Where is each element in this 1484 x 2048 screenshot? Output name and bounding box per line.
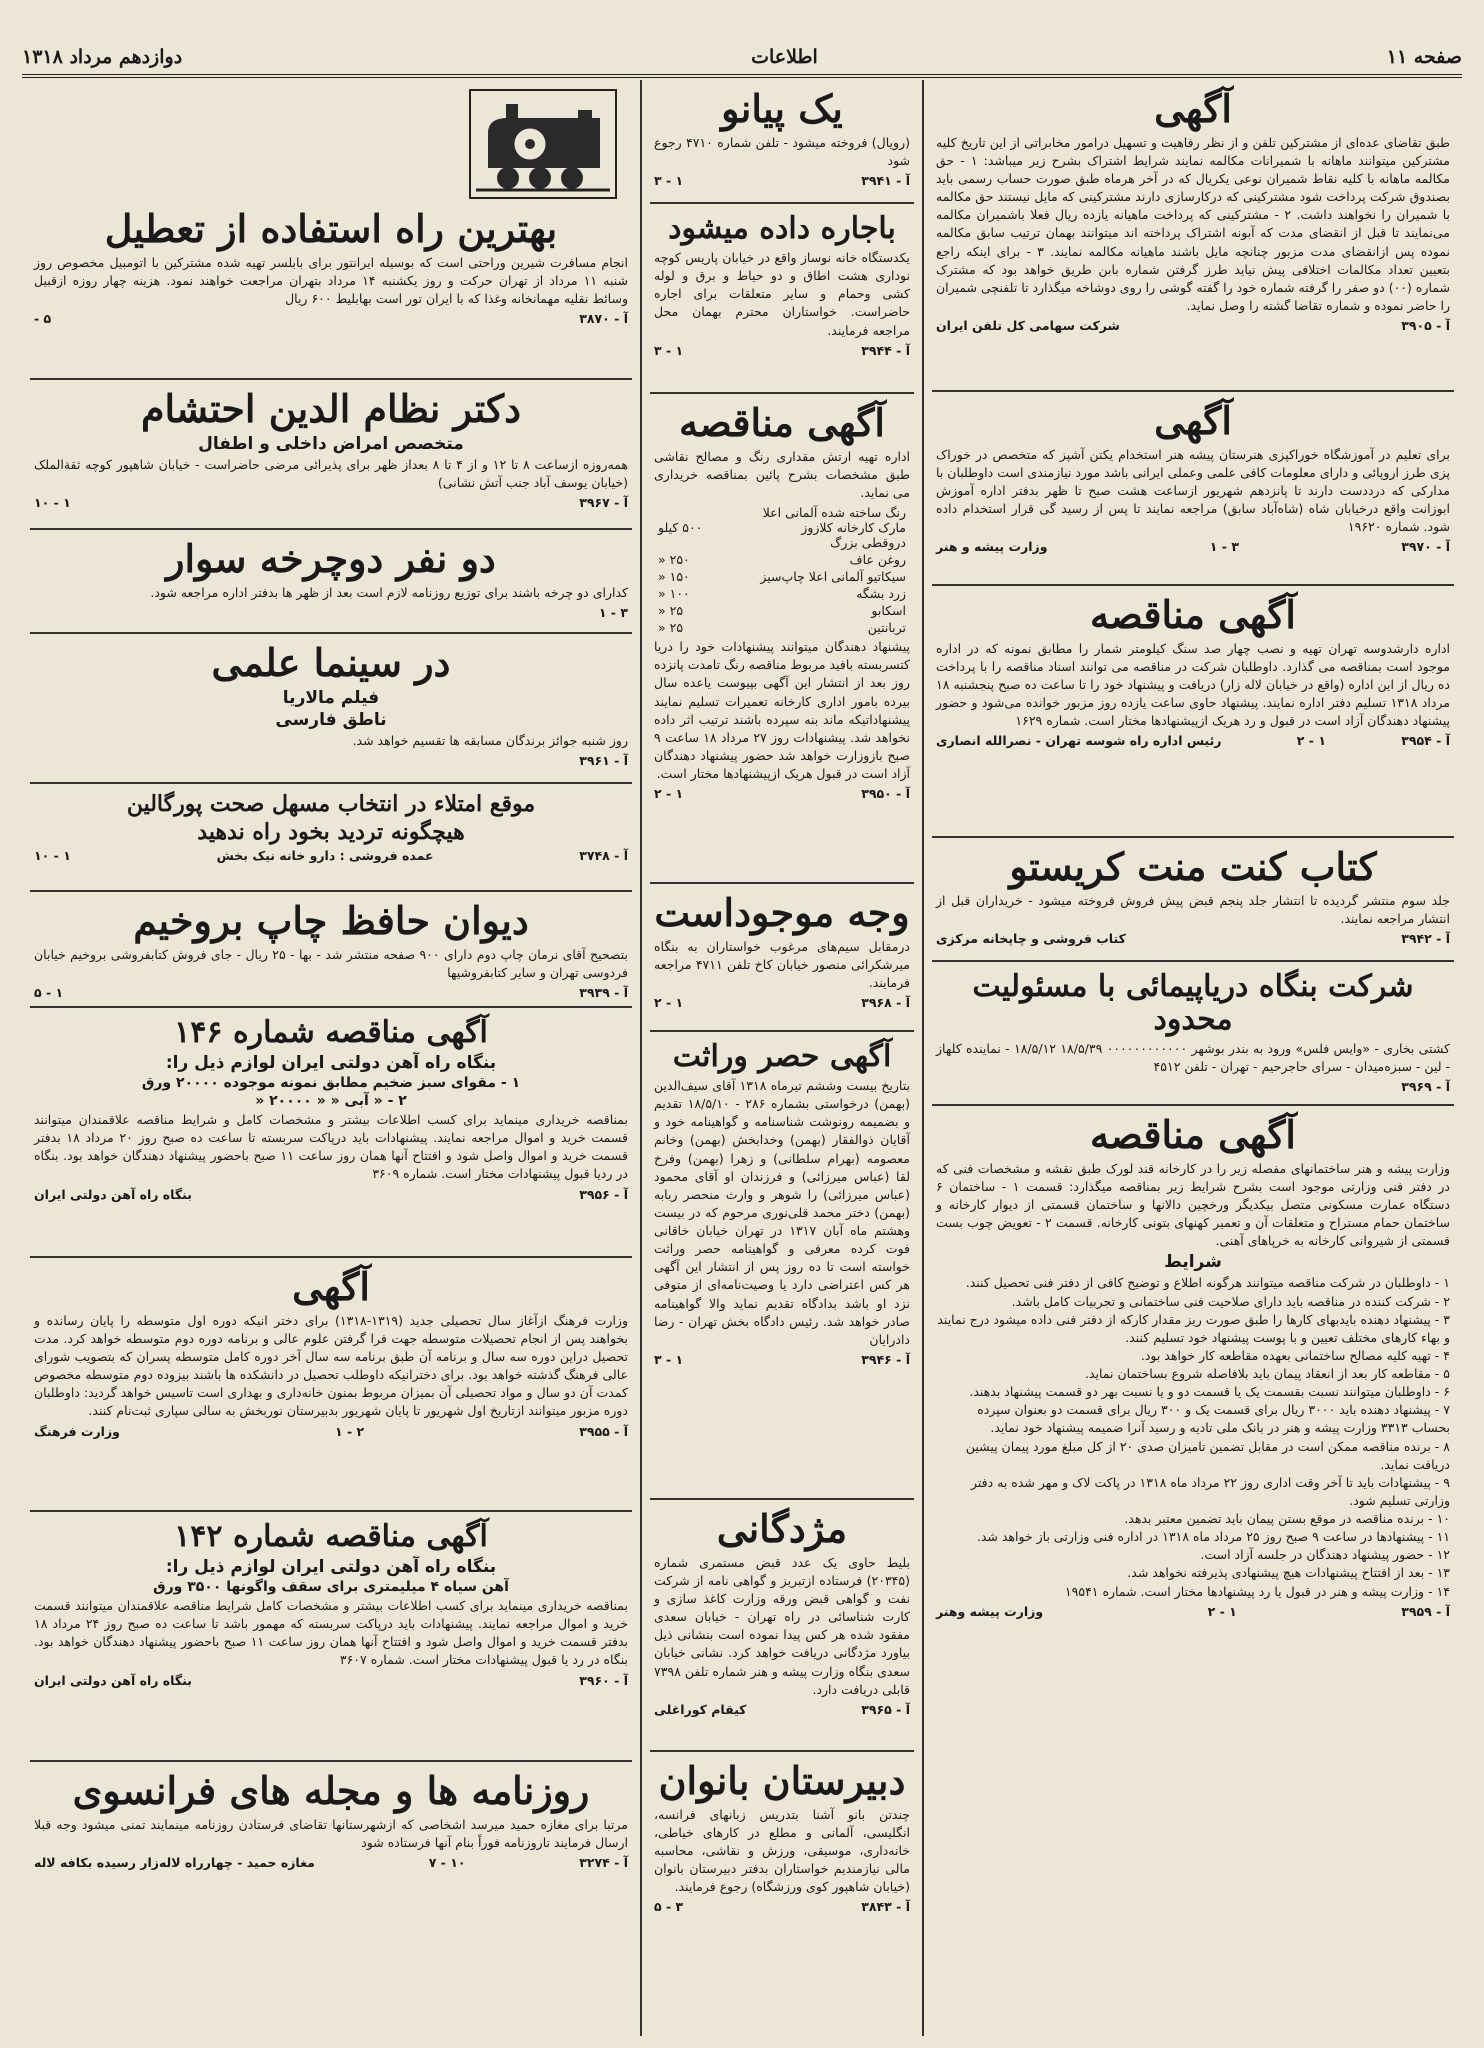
ad-title: دبیرستان بانوان <box>658 1758 906 1803</box>
ad-body: همه‌روزه ازساعت ۸ تا ۱۲ و از ۴ تا ۸ بعداز ظهر برای پذیرائی مرضی حاضراست - خیابان شاهپور کوچه ثقةالملک (خیابان یوسف آباد جنب آتش نشانی) <box>34 456 629 490</box>
ad-subtitle: بنگاه راه آهن دولتی ایران لوازم ذیل را: <box>165 1557 497 1577</box>
ad-footer <box>936 733 1450 748</box>
ad-number: ۱ - ۱۰ <box>34 848 71 864</box>
ad-ref: آ - ۳۸۷۰ <box>579 311 628 327</box>
ad-footer <box>34 753 628 768</box>
ad-ref: آ - ۳۹۶۹ <box>1401 1079 1450 1095</box>
ad-signature: کتاب فروشی و چاپخانه مرکزی <box>936 931 1126 947</box>
paint-items-table <box>654 504 910 636</box>
ad-footer <box>34 985 628 1000</box>
ad-title: دو نفر دوچرخه سوار <box>166 536 496 581</box>
ad-inheritance-notice <box>650 1032 914 1500</box>
ad-ref: آ - ۳۹۶۵ <box>861 1701 910 1717</box>
ad-ref: آ - ۳۹۶۱ <box>579 752 628 768</box>
ad-signature: وزارت پیشه و هنر <box>936 539 1048 555</box>
ad-number: ۱ - ۵ <box>34 985 64 1001</box>
ad-footer <box>34 1424 628 1439</box>
ad-title: موقع امتلاء در انتخاب مسهل صحت پورگالین <box>126 791 536 817</box>
ad-body: اداره دارشدوسه تهران تهیه و نصب چهار صد سنگ کیلومتر شمار را مطابق نمونه که در اداره موجود است بمناقصه می گذارد. داوطلبان شرکت در مناقصه می توانند اسناد مناقصه را با پرداخت ده ریال از این اداره (واقع در خیابان لاله زار) دریافت و پیشنهاد خود را تا ساعت ده صبح پنجشنبه ۱۸ مرداد ۱۳۱۸ تسلیم دفتر اداره نمایند. پیشنهاد حاوی ساعت یازده روز مزبور خوانده می‌شود و حضور پیشنهاد دهندگان آزاد است در قبول و رد هریک ازپیشنهادها مختار است. شماره ۱۶۲۹ <box>936 640 1451 729</box>
ad-subtitle: فیلم مالاریا <box>282 687 380 708</box>
ad-number: ۱ - ۳ <box>654 342 684 358</box>
ad-paint-tender <box>650 394 914 884</box>
condition-item: ۱۲ - حضور پیشنهاد دهندگان در جلسه آزاد است. <box>1200 1547 1450 1563</box>
item-qty: ۲۵ « <box>658 620 684 636</box>
ad-ref: آ - ۳۷۴۸ <box>579 848 628 864</box>
ad-body: اداره تهیه ارتش مقداری رنگ و مصالح نقاشی طبق مشخصات بشرح پائین بمناقصه خریداری می نماید. <box>654 448 910 501</box>
ad-title: دکتر نظام الدین احتشام <box>140 386 522 431</box>
ad-ref: آ - ۳۹۵۹ <box>1401 1603 1450 1619</box>
ad-title: آگهی مناقصه شماره ۱۴۶ <box>174 1015 488 1050</box>
table-row <box>654 551 910 568</box>
condition-item: ۴ - تهیه کلیه مصالح ساختمانی بعهده مقاطعه کار خواهد بود. <box>1140 1347 1450 1363</box>
ad-body: کشتی بخاری - «وایس فلس» ورود به بندر بوشهر ۰۰۰۰۰۰۰۰۰۰۰۰ ۱۸/۵/۳۹ ۱۸/۵/۱۲ - نماینده کلهاز - لین - سبزه‌میدان - سرای حاجرحیم - تهران - تلفن ۴۵۱۲ <box>936 1041 1450 1075</box>
ad-footer <box>34 1673 628 1688</box>
ad-subtitle: متخصص امراض داخلی و اطفال <box>198 433 464 454</box>
ad-body: روز شنبه جوائز برندگان مسابقه ها تقسیم خواهد شد. <box>352 732 628 748</box>
item-name: اسکابو <box>871 603 906 619</box>
ad-ref: آ - ۳۹۴۴ <box>861 342 910 358</box>
condition-item: ۹ - پیشنهادات باید تا آخر وقت اداری روز ۲۲ مرداد ماه ۱۳۱۸ در پاکت لاک و مهر شده به دفتر وزارتی تسلیم شود. <box>970 1474 1450 1508</box>
ad-body: بمناقصه خریداری مینماید برای کسب اطلاعات بیشتر و مشخصات کامل و شرایط مناقصه علاقمندان میتوانند قسمت خرید و اموال مراجعه نمایند. پیشنهادات باید درپاکت سربسته تا ساعت ده صبح روز ۲۰ مرداد ۱۸ بدفتر قسمت خرید و اموال واصل شود و افتتاح آنها همان روز ساعت ۱۱ صبح باحضور پیشنهاد دهندگان خواهد بود. بنگاه در ردیا قبول پیشنهادات مختار است. شماره ۳۶۰۹ <box>34 1112 628 1182</box>
condition-item: ۱۱ - پیشنهادها در ساعت ۹ صبح روز ۲۵ مرداد ماه ۱۳۱۸ در اداره فنی وزارتی باز خواهد شد. <box>976 1529 1450 1545</box>
ad-monte-cristo-book <box>932 838 1454 962</box>
ad-body: بمناقصه خریداری مینماید برای کسب اطلاعات بیشتر و مشخصات کامل شرایط مناقصه علاقمندان میتوانند قسمت خرید و اموال مراجعه نمایند. پیشنهادات باید درپاکت سربسته که مهمور باشد تا ساعت ده صبح روز ۲۴ مرداد ۱۸ بدفتر قسمت خرید و اموال واصل شود و افتتاح آنها همان روز ساعت ۱۱ صبح باحضور پیشنهاد دهندگان خواهد بود. بنگاه در رد یا قبول پیشنهادات مختار است. شماره ۳۶۰۷ <box>34 1598 628 1668</box>
ad-piano <box>650 80 914 204</box>
ad-telephone-notice <box>932 80 1454 392</box>
ad-title: باجاره داده میشود <box>668 211 896 246</box>
ad-body: بتاریخ بیست وششم تیرماه ۱۳۱۸ آقای سیف‌الدین (بهمن) درخواستی بشماره ۲۸۶ - ۱۸/۵/۱۰ تقدیم و بضمیمه رونوشت شناسنامه و گواهینامه خود و آقایان ذوالفقار (بهمن) وخدابخش (بهمن) وخانم معصومه (بهرام سلطانی) و زهرا (بهمن) وفرخ لقا (عباس میرزائی) و فرزندان او آقای محمود (عباس میرزائی) را شوهر و وارث منحصر ربابه (بهمن) دختر محمد قلی‌نوری مرحوم که در بیست وهشتم ماه آبان ۱۳۱۷ در تهران خیابان خاقانی فوت کرده معرفی و گواهینامه حصر وراثت خواسته است تا ده روز پس از انتشار این آگهی هر کس اعتراضی دارد یا وصیت‌نامه‌ای از متوفی نزد او باشد بدادگاه تقدیم نماید والا گواهینامه صادر خواهد شد. رئیس دادگاه بخش تهران - رضا دادرایان <box>654 1078 910 1347</box>
ad-shipping-company <box>932 962 1454 1106</box>
ad-ref: آ - ۳۹۵۵ <box>579 1423 628 1439</box>
condition-item: ۸ - برنده مناقصه ممکن است در مقابل تضمین تامیزان صدی ۲۰ از کل مبلغ مورد پیمان پیشین دریافت نماید. <box>965 1438 1450 1472</box>
ad-ref: آ - ۳۹۷۰ <box>1401 539 1450 555</box>
ad-footer <box>34 605 628 620</box>
column-right <box>922 80 1462 2036</box>
table-row <box>654 568 910 585</box>
ad-number: ۲ - ۱ <box>335 1423 365 1439</box>
ad-ref: آ - ۳۹۶۰ <box>579 1672 628 1688</box>
ad-footer <box>654 1899 910 1914</box>
page-header <box>22 40 1462 78</box>
ad-footer <box>654 1702 910 1717</box>
ad-footer <box>936 1604 1450 1619</box>
ad-body: انجام مسافرت شیرین وراحتی است که بوسیله ایرانتور برای بابلسر تهیه شده مشترکین با اتومبیل مخصوص روز شنبه ۱۱ مرداد از تهران حرکت و روز یکشنبه ۱۴ مرداد بتهران مراجعت خواهند نمود. هزینه چهار روزه ازقبیل وسائط نقلیه مهمانخانه وغذا که با ایران تور است بهابلیط ۶۰۰ ریال <box>34 254 628 307</box>
ad-number: ۱ - ۲ <box>654 786 684 802</box>
ad-signature: رئیس اداره راه شوسه تهران - نصرالله انصاری <box>936 733 1222 749</box>
ad-body: بلیط حاوی یک عدد قبض مستمری شماره (۲۰۳۴۵) فرستاده ازتبریز و گواهی نامه از شرکت نفت و گواهی قبض ورقه وزارت کاغذ سازی و کارت شناسائی در راه تهران - خیابان سعدی مفقود شده هر کس پیدا نموده است بنشانی ذیل بیاورد مژدگانی دریافت خواهد کرد. نشانی خیابان سعدی بنگاه وزارت پیشه و هنر شماره تلفن ۷۳۹۸ قابلی دریافت دارد. <box>654 1554 910 1697</box>
newspaper-name: اطلاعات <box>751 46 818 68</box>
ad-footer <box>34 311 628 326</box>
ad-title: بهترین راه استفاده از تعطیل <box>104 206 558 251</box>
condition-item: ۱۳ - بعد از افتتاح پیشنهادات هیچ پیشنهادی پذیرفته نخواهد شد. <box>1127 1565 1450 1581</box>
ad-ref: آ - ۳۸۴۳ <box>861 1899 910 1915</box>
ad-body: (رویال) فروخته میشود - تلفن شماره ۴۷۱۰ رجوع شود <box>654 134 910 168</box>
table-row <box>654 602 910 619</box>
ad-title: یک پیانو <box>721 86 843 131</box>
item-name: تربانتین <box>867 620 906 636</box>
column-left <box>22 80 640 2036</box>
ad-subtitle-2: ناطق فارسی <box>275 709 387 730</box>
ad-railway-tender-142 <box>30 1512 632 1762</box>
ad-body: مرتبا برای مغازه حمید میرسد اشخاصی که ازشهرستانها تقاضای فرستادن روزنامه مینمایند تمنی میشود وجه قبلا ارسال فرمایند تاروزنامه فوراً بنام آنها فرستاده شود <box>34 1816 628 1850</box>
ad-title: شرکت بنگاه دریاپیمائی با مسئولیت محدود <box>972 969 1414 1037</box>
ad-ref: آ - ۳۹۴۲ <box>1401 931 1450 947</box>
ad-reward <box>650 1500 914 1752</box>
ad-body: یکدستگاه خانه نوساز واقع در خیابان پاریس کوچه نوداری هشت اطاق و دو حیاط و برق و لوله کشی وحمام و سایر متعلقات برای اجاره حاضراست. خواستاران محترم بهمان محل مراجعه فرمایند. <box>654 250 910 338</box>
ad-title: آگهی مناقصه <box>1090 1112 1296 1157</box>
ad-title: در سینما علمی <box>211 640 451 685</box>
ad-body: عمده فروشی : دارو خانه نیک بخش <box>216 848 434 864</box>
ad-number: ۳ - ۵ <box>654 1899 684 1915</box>
ad-footer <box>936 931 1450 946</box>
ad-number: ۱ - ۲ <box>1296 733 1326 749</box>
ad-body: جلد سوم منتشر گردیده تا انتشار جلد پنجم قبض پیش فروش فروخته میشود - خریداران قبل از انتشار مراجعه نمایند. <box>936 892 1450 926</box>
condition-item: ۷ - پیشنهاد دهنده باید ۳۰۰۰ ریال برای قسمت یک و ۳۰۰ ریال برای قسمت دو بعنوان سپرده بحساب ۳۳۱۳ وزارت پیشه و هنر در بانک ملی تادیه و رسید آنرا ضمیمه پیشنهاد خود نماید. <box>977 1402 1450 1436</box>
ad-body-2: پیشنهاد دهندگان میتوانند پیشنهادات خود را دریا کتسربسته بافید مربوط مناقصه رنگ تامدت پانزده روز بعد از انتشار این آگهی بپیوست یاعده سال بیرده بامور اداری کارخانه تعمیرات تسلیم نمایند پیشنهاداتیکه ماند بنه سپرده باشند ترتیب اثر داده نخواهد شد. پیشنهادات روز ۲۷ مرداد ۱۸ ساعت ۹ صبح بازوزارت خواهد شد حضور پیشنهاد دهندگان آزاد است در قبول هریک ازپیشنهادها مختار است. <box>654 639 910 782</box>
ad-body: چندتن بانو آشنا بتدریس زبانهای فرانسه، انگلیسی، آلمانی و مطلع در کارهای خیاطی، خانه‌داری، موسیقی، ورزش و نقاشی، محاسبه مالی نیازمندیم خواستاران بدفتر دبیرستان بانوان (خیابان شاهپور کوی ورزشگاه) رجوع فرمایند. <box>654 1806 910 1895</box>
ad-body: کدارای دو چرخه باشند برای توزیع روزنامه لازم است بعد از ظهر ها بدفتر اداره مراجعه شود. <box>150 584 628 600</box>
ad-title: دیوان حافظ چاپ بروخیم <box>133 898 529 943</box>
item-qty: ۲۵ « <box>658 603 684 619</box>
ad-number: ۱ - ۱۰ <box>34 495 71 511</box>
ad-footer <box>34 1855 628 1870</box>
ad-ref: آ - ۳۹۵۶ <box>579 1186 628 1202</box>
ad-signature: وزارت پیشه وهنر <box>936 1603 1044 1619</box>
column-middle <box>640 80 922 2036</box>
ad-title: آگهی <box>292 1264 370 1309</box>
ad-number: ۱۰ - ۷ <box>428 1855 466 1871</box>
ad-subtitle: بنگاه راه آهن دولتی ایران لوازم ذیل را: <box>165 1053 497 1073</box>
ad-ref: آ - ۳۹۳۹ <box>579 985 628 1001</box>
ad-title: آگهی مناقصه <box>1090 592 1296 637</box>
table-row <box>654 504 910 551</box>
table-row <box>654 585 910 602</box>
ad-ref: آ - ۳۹۰۵ <box>1401 318 1450 334</box>
ad-number: ۱ - ۳ <box>654 173 684 189</box>
item-name: رنگ ساخته شده آلمانی اعلا مارک کارخانه کلازوز دروقطی بزرگ <box>762 505 906 551</box>
ad-title: مژدگانی <box>716 1506 848 1551</box>
ad-title: کتاب کنت منت کریستو <box>1009 844 1377 889</box>
ad-number: ۱ - ۲ <box>654 995 684 1011</box>
item-name: روغن عاف <box>849 552 906 568</box>
ad-footer <box>654 1352 910 1367</box>
ad-footer <box>936 539 1450 554</box>
item-name: سیکاتیو آلمانی اعلا چاپ‌سیز <box>760 569 906 585</box>
tender-item: ۱ - مقوای سبز ضخیم مطابق نمونه موجوده ۲۰۰۰۰ ورق <box>141 1075 521 1091</box>
ad-title: آگهی <box>1154 86 1232 131</box>
ad-footer <box>34 848 628 863</box>
ad-body: درمقابل سیم‌های مرغوب خواستاران به بنگاه میرشکرائی منصور خیابان کاخ تلفن ۴۷۱۱ مراجعه فرمایند. <box>654 938 910 991</box>
conditions-heading: شرایط <box>1164 1252 1222 1273</box>
item-qty: ۲۵۰ « <box>658 552 690 568</box>
ad-signature: کیقام کوراغلی <box>654 1701 747 1717</box>
ad-signature: بنگاه راه آهن دولتی ایران <box>34 1186 192 1202</box>
condition-item: ۶ - داوطلبان میتوانند نسبت بقسمت یک یا قسمت دو و یا نسبت بهر دو قسمت پیشنهاد بدهند. <box>969 1384 1450 1400</box>
ad-number: ۱ - ۲ <box>1207 1603 1237 1619</box>
ad-title: آگهی مناقصه <box>679 400 885 445</box>
ad-signature: مغازه حمید - چهارراه لاله‌زار رسیده بکافه لاله <box>34 1855 315 1871</box>
ad-footer <box>654 786 910 801</box>
condition-item: ۳ - پیشنهاد دهنده بایدبهای کارها را طبق صورت ریز مقدار کارکه از دفتر فنی داده میشود درج نمایند و بهاء کارهای مختلف تعیین و با پوست پیشنهاد خود تسلیم کنند. <box>937 1311 1450 1345</box>
ad-footer <box>34 1187 628 1202</box>
ad-body: بتصحیح آقای نرمان چاپ دوم دارای ۹۰۰ صفحه منتشر شد - بها - ۲۵ ریال - جای فروش کتابفروشی بروخیم خیابان فردوسی تهران و سایر کتابفروشیها <box>34 946 628 980</box>
ad-footer <box>654 173 910 188</box>
ad-signature: شرکت سهامی کل تلفن ایران <box>936 318 1120 334</box>
item-qty: ۵۰۰ کیلو <box>658 520 703 536</box>
ad-ref: آ - ۳۹۶۷ <box>579 495 628 511</box>
ad-ref: آ - ۳۹۴۶ <box>861 1351 910 1367</box>
columns <box>22 80 1462 2036</box>
table-row <box>654 619 910 636</box>
ad-body: وزارت فرهنگ ازآغاز سال تحصیلی جدید (۱۳۱۹-۱۳۱۸) برای دختر انیکه دوره اول متوسطه را پایان رسانده و بخواهند پس از انجام تحصیلات متوسطه جهت فرا گرفتن علوم عالی و برنامه دوره دوم متوسطه خواهد کرد. مدت تحصیل دراین دوره سه سال و برنامه آن طبق برنامه سه سال آخر دوره کامل متوسطه پسران که بتصویب شورای عالی فرهنگ گذشته خواهد بود. برای دخترانیکه داوطلب تحصیل در دانشکده ها باشند بیزوده دوم متوسطه مخصوص کمدت آن دو سال و مواد تحصیلی آن بمیزان مربوط بمنون خانه‌داری و بهداری است تاسیس خواهد گردید: داوطلبان دوره مزبور میتوانند ازتاریخ اول شهریور تا پایان شهریور بدبیرستان نوربخش به سالی سپاری ثبت‌نام کنند. <box>34 1312 628 1419</box>
ad-ref: آ - ۳۹۵۰ <box>861 786 910 802</box>
ad-footer <box>34 495 628 510</box>
ad-french-newspapers <box>30 1762 632 1938</box>
ad-number: ۵ - <box>34 311 52 327</box>
ad-title-2: هیچگونه تردید بخود راه ندهید <box>197 819 465 846</box>
ad-body: وزارت پیشه و هنر ساختمانهای مفصله زیر را در کارخانه قند لورک طبق نقشه و مشخصات فنی که در دفتر فنی وزارتی موجود است بشرح شرایط زیر بمناقصه میگذارد: قسمت ۱ - ساختمان ۶ دستگاه عمارت مسکونی متصل بیکدیگر ورخچین دالانها و ساختمان قسمتی از دیوار کارخانه و ساختمان حمام مستراح و متعلقات آن و تعمیر کهنهای بتونی کارخانه. قسمت ۲ - تعویض چوب بست قسمتی از شیروانی کارخانه به خرپاهای آهنی. <box>936 1160 1450 1249</box>
ad-title: آگهی مناقصه شماره ۱۴۲ <box>174 1519 488 1554</box>
item-qty: ۱۰۰ « <box>658 586 690 602</box>
ad-footer <box>654 995 910 1010</box>
condition-item: ۱۴ - وزارت پیشه و هنر در قبول یا رد پیشنهادها مختار است. شماره ۱۹۵۴۱ <box>1064 1583 1450 1599</box>
tender-item: ۲ - « آبی « « ۲۰۰۰۰ « <box>255 1093 407 1109</box>
ad-ref: آ - ۳۹۵۴ <box>1401 733 1450 749</box>
ad-hafez-divan <box>30 892 632 1008</box>
ad-number: ۱ - ۳ <box>654 1351 684 1367</box>
condition-item: ۱۰ - برنده مناقصه در موقع بستن پیمان باید تضمین معتبر بدهد. <box>1124 1511 1450 1527</box>
item-qty: ۱۵۰ « <box>658 569 690 585</box>
ad-body: طبق تقاضای عده‌ای از مشترکین تلفن و از نظر رفاهیت و تسهیل درامور مخابراتی از این تاریخ کلیه مشترکین میتوانند ماهانه با شمیرانات مکالمه نمایند شرایط اشتراک بشرح زیر میباشد: ۱ - حق مکالمه ماهانه با کلیه نقاط شمیران نوعی یکریال که در آخر هرماه طبق صورت حساب رسمی باید بصندوق شرکت پرداخت شود مشترکینی که درکارسازی دارند مشترکینی که مایل نیستند حق مکالمه با شمیران را نخواهند داشت. ۲ - مشترکینی که پرداخت ماهیانه یازده ریال فعلا باشمیران مکالمه می‌نمایند تا قبل از انقضای مدت که آبونه اشتراک پرداخته اند میتوانند بهمان ترتیب سابق مکالمه نموده پس ازانقضای مدت مزبور چنانچه مایل باشند ماهیانه مکالمه نمایند. ۳ - برای اینکه راجع بتعیین تعداد مکالمات اختلافی پیش نیاید طرز گرفتن شماره بابن طریق خواهد بود که مشترک شماره (۰۰) دو صفر را گرفته شماره خود را گفته گوشی را روی دوشاخه میگذارد تا تلفنچی شمیران را حاضر نموده و شماره تقاضا گشته را وصل نماید. <box>936 134 1450 313</box>
ad-road-tender <box>932 586 1454 838</box>
ad-number: ۳ - ۱ <box>1209 539 1239 555</box>
issue-date: دوازدهم مرداد ۱۳۱۸ <box>22 46 183 68</box>
ad-railway-tender-146 <box>30 1008 632 1258</box>
locomotive-icon <box>468 88 618 200</box>
ad-title: وجه موجوداست <box>654 890 910 935</box>
condition-item: ۱ - داوطلبان در شرکت مناقصه میتوانند هرگونه اطلاع و توضیح کافی از دفتر فنی تحصیل کنند. <box>965 1275 1450 1291</box>
tender-item: آهن سیاه ۴ میلیمتری برای سقف واگونها ۳۵۰۰ ورق <box>153 1579 509 1595</box>
ad-cyclists-wanted <box>30 530 632 634</box>
ad-cook-hiring <box>932 392 1454 586</box>
ad-footer <box>654 343 910 358</box>
locomotive-illustration <box>34 86 628 206</box>
ad-holiday-trip <box>30 80 632 380</box>
ad-girls-school <box>650 1752 914 2022</box>
ad-body: برای تعلیم در آموزشگاه خوراکپزی هنرستان پیشه هنر استخدام یکتن آشپز که متخصص در خوراک پزی طرز اروپائی و دارای معلومات کافی علمی وعملی ایرانی باشد مورد نیازمندی است داوطلبان با مدارکی که درددست دارند تا پانزدهم شهریور ازساعت هشت صبح تا ظهر بدفتر اداره آموزش ابوزانت واقع درخیابان شاه (شاه‌آباد سابق) مراجعه نمایند تا پس از رسید گی قرار استخدام داده شود. شماره ۱۹۶۲۰ <box>936 446 1450 535</box>
ad-ref: آ - ۳۲۷۴ <box>579 1855 628 1871</box>
condition-item: ۲ - شرکت کننده در مناقصه باید دارای صلاحیت فنی ساختمانی و تجربیات کامل باشد. <box>1011 1293 1450 1309</box>
ad-signature: بنگاه راه آهن دولتی ایران <box>34 1672 192 1688</box>
ad-number: ۳ - ۱ <box>598 604 628 620</box>
ad-ref: آ - ۳۹۴۱ <box>861 173 910 189</box>
ad-cinema <box>30 634 632 784</box>
item-name: زرد بشگه <box>856 586 906 602</box>
ad-cash-available <box>650 884 914 1032</box>
ad-laxative <box>30 784 632 892</box>
ad-footer <box>936 318 1450 333</box>
conditions-list <box>936 1274 1450 1600</box>
ad-footer <box>936 1079 1450 1094</box>
ad-title: روزنامه ها و مجله های فرانسوی <box>72 1768 590 1813</box>
page-number: صفحه ۱۱ <box>1386 46 1462 68</box>
ad-ref: آ - ۳۹۶۸ <box>861 995 910 1011</box>
ad-doctor <box>30 380 632 530</box>
ad-house-rent <box>650 204 914 394</box>
ad-title: آگهی حصر وراثت <box>672 1039 892 1074</box>
ad-signature: وزارت فرهنگ <box>34 1423 120 1439</box>
ad-sugar-factory-tender <box>932 1106 1454 2032</box>
condition-item: ۵ - مقاطعه کار بعد از انعقاد پیمان باید بلافاصله شروع بساختمان نماید. <box>1085 1366 1450 1382</box>
ad-title: آگهی <box>1154 398 1232 443</box>
ad-education-ministry <box>30 1258 632 1512</box>
